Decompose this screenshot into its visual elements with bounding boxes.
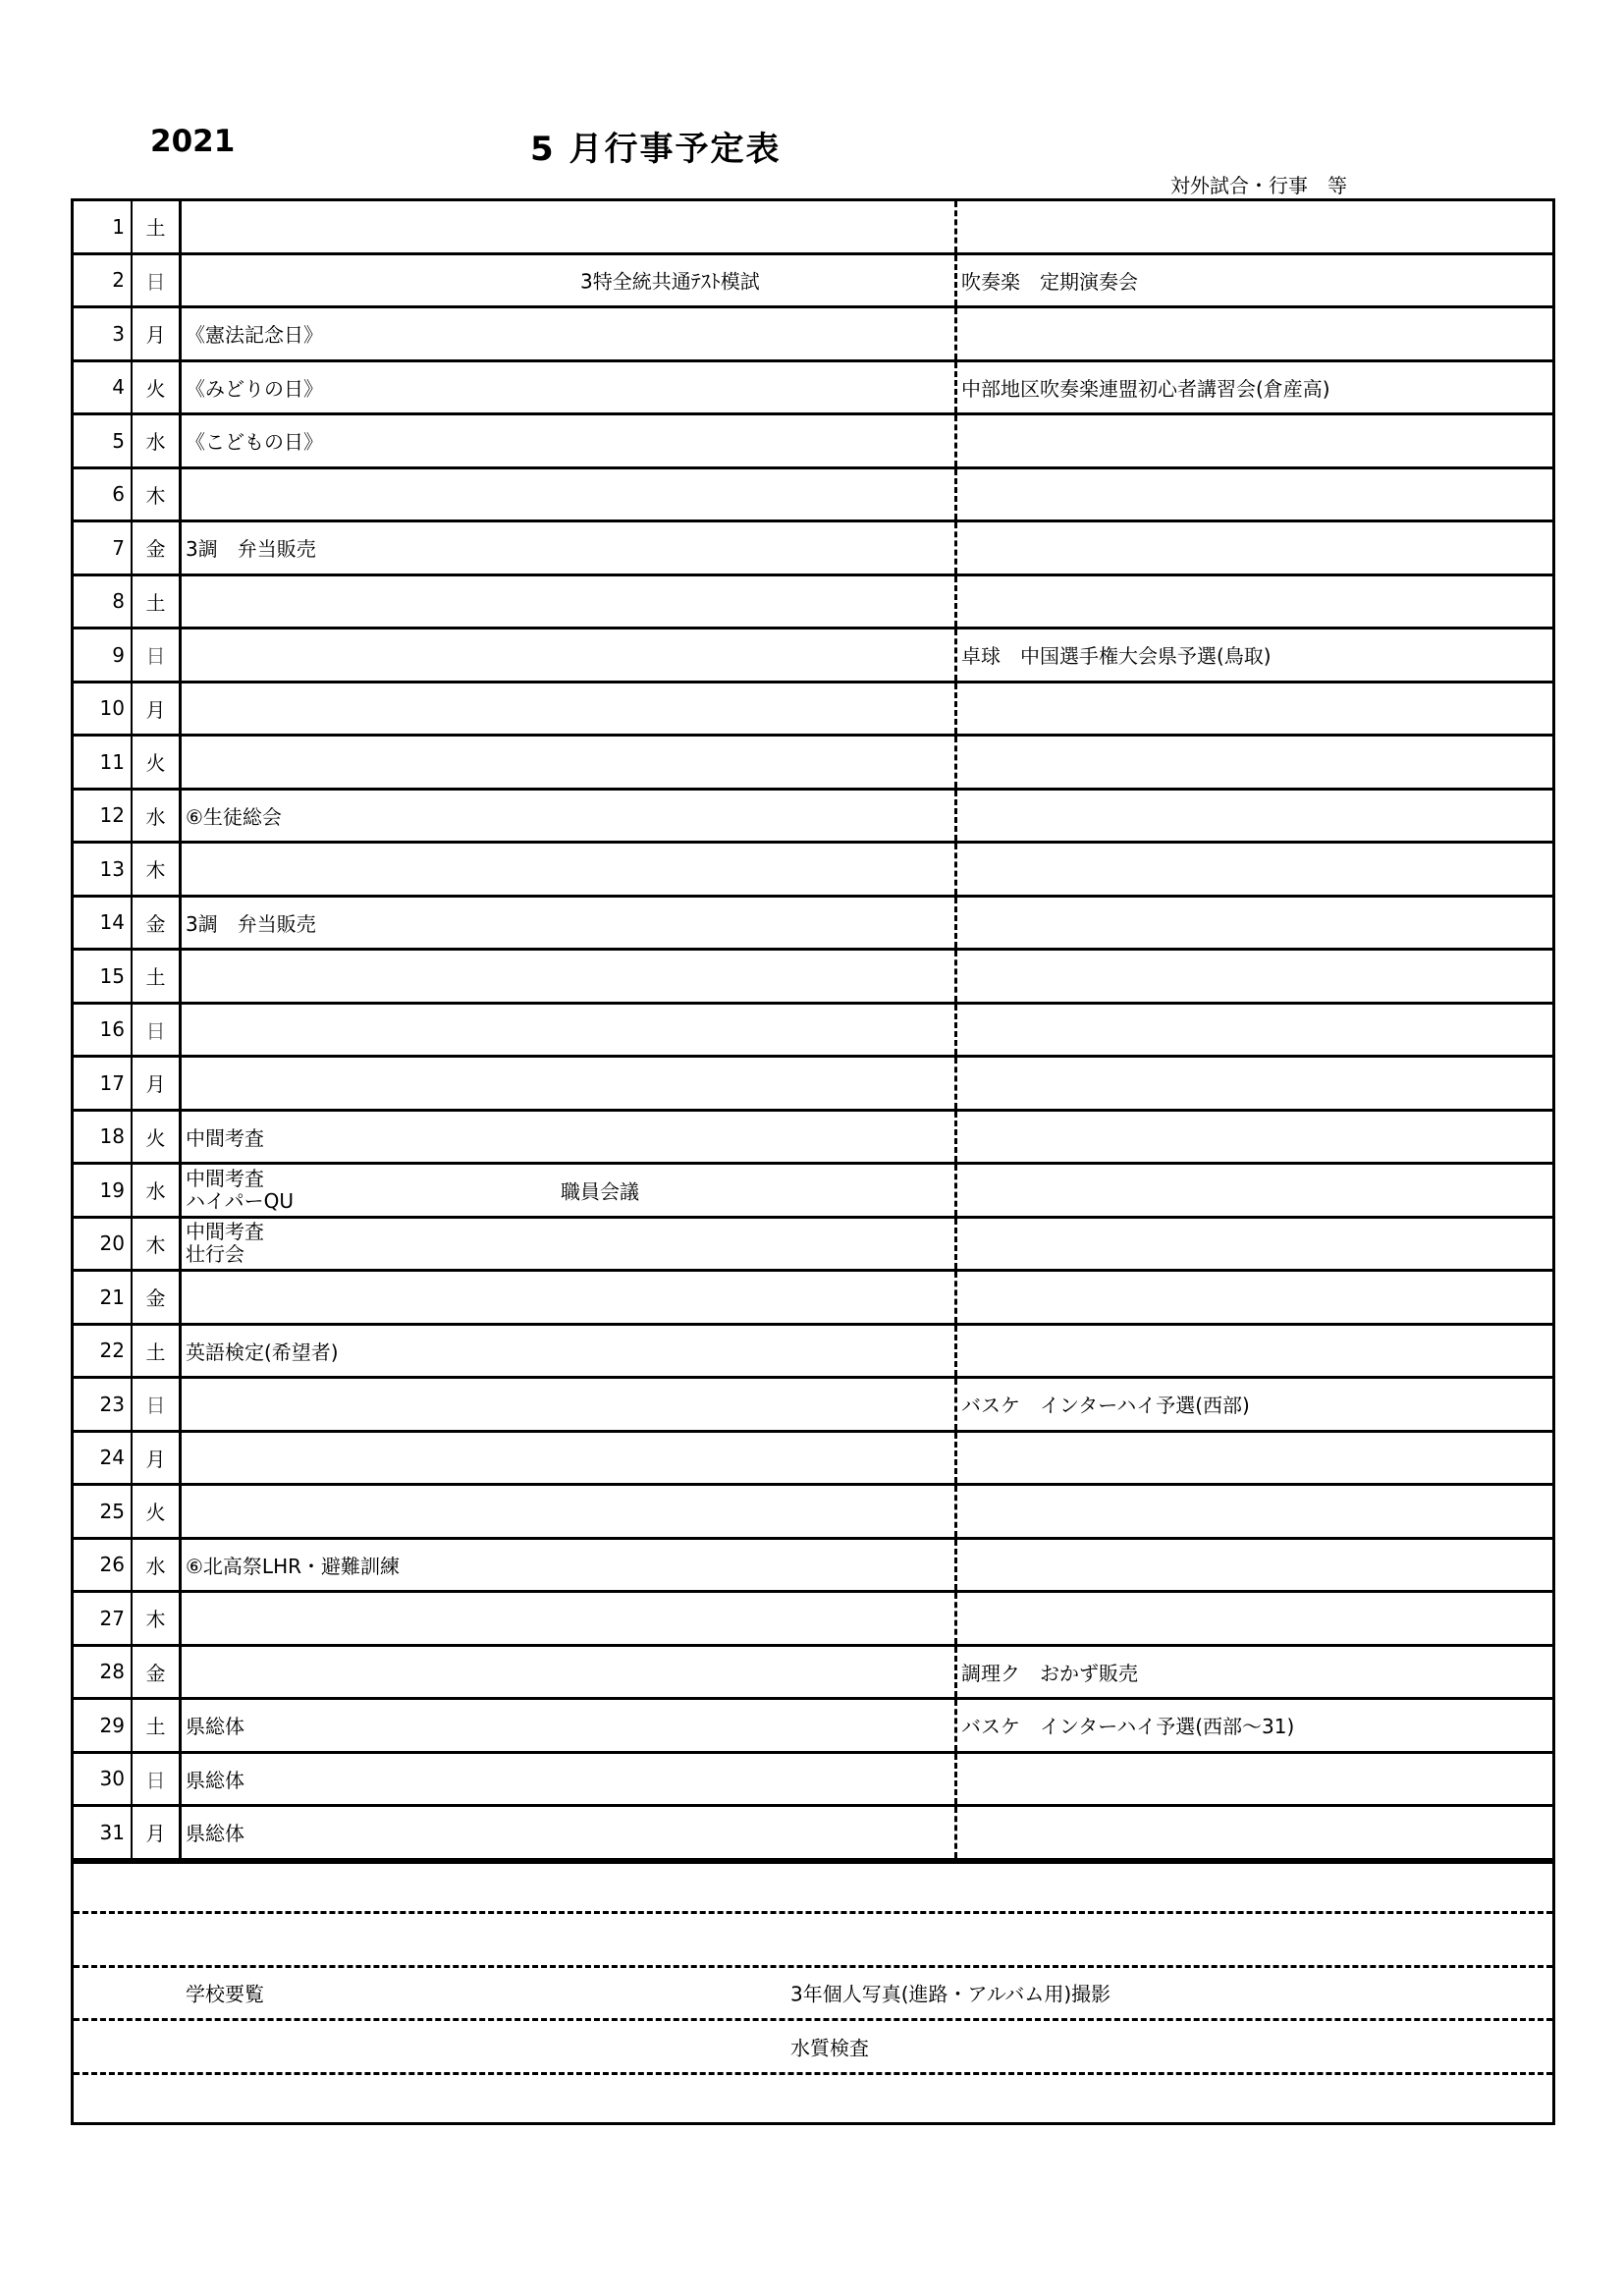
- weekday: 金: [133, 1272, 182, 1323]
- table-row: [74, 522, 1552, 576]
- event-text: ⑥北高祭LHR・避難訓練: [186, 1554, 401, 1578]
- table-row: [74, 791, 1552, 845]
- external-event-cell: [957, 1486, 1552, 1537]
- external-event-text: バスケ インターハイ予選(西部): [961, 1394, 1250, 1418]
- school-event-cell: [182, 1540, 957, 1591]
- weekday: 火: [133, 1112, 182, 1163]
- external-event-cell: [957, 1433, 1552, 1484]
- table-row: [74, 844, 1552, 898]
- day-number: 21: [74, 1272, 133, 1323]
- schedule-table: [71, 198, 1555, 2125]
- event-text: 3調 弁当販売: [186, 537, 316, 562]
- table-row: [74, 1165, 1552, 1219]
- school-event-cell: [182, 898, 957, 949]
- event-text: ⑥生徒総会: [186, 804, 282, 829]
- external-event-cell: [957, 415, 1552, 466]
- day-number: 29: [74, 1700, 133, 1751]
- event-text: 3調 弁当販売: [186, 911, 316, 936]
- day-number: 8: [74, 576, 133, 628]
- event-text: 《こどもの日》: [186, 430, 323, 455]
- external-event-cell: [957, 1005, 1552, 1056]
- external-event-cell: [957, 1647, 1552, 1698]
- external-event-cell: [957, 1379, 1552, 1430]
- external-event-cell: [957, 737, 1552, 788]
- day-number: 1: [74, 201, 133, 252]
- school-event-cell: [182, 362, 957, 413]
- external-event-cell: [957, 308, 1552, 359]
- page-title: 5 月行事予定表: [530, 130, 782, 169]
- table-row: [74, 1272, 1552, 1326]
- weekday: 水: [133, 1165, 182, 1216]
- note-right-text: 水質検査: [790, 2036, 869, 2060]
- weekday: 木: [133, 1593, 182, 1644]
- school-event-cell: [182, 629, 957, 681]
- day-number: 6: [74, 469, 133, 520]
- day-number: 5: [74, 415, 133, 466]
- external-event-cell: [957, 1700, 1552, 1751]
- table-row: [74, 683, 1552, 738]
- day-number: 20: [74, 1219, 133, 1270]
- event-text: 《みどりの日》: [186, 376, 323, 401]
- external-event-cell: [957, 1807, 1552, 1858]
- external-event-cell: [957, 576, 1552, 628]
- weekday: 水: [133, 1540, 182, 1591]
- weekday: 水: [133, 415, 182, 466]
- weekday: 水: [133, 791, 182, 842]
- school-event-cell: [182, 1593, 957, 1644]
- table-row: [74, 951, 1552, 1005]
- notes-row: [74, 2075, 1552, 2129]
- school-event-cell: [182, 1058, 957, 1109]
- weekday: 月: [133, 683, 182, 735]
- school-event-cell: [182, 1807, 957, 1858]
- day-number: 24: [74, 1433, 133, 1484]
- table-row: [74, 362, 1552, 416]
- table-row: [74, 576, 1552, 630]
- weekday: 土: [133, 576, 182, 628]
- external-event-cell: [957, 255, 1552, 306]
- external-event-cell: [957, 1540, 1552, 1591]
- external-event-cell: [957, 1272, 1552, 1323]
- school-event-cell: [182, 844, 957, 895]
- weekday: 月: [133, 1433, 182, 1484]
- day-number: 17: [74, 1058, 133, 1109]
- weekday: 日: [133, 255, 182, 306]
- school-event-cell: [182, 255, 957, 306]
- school-event-cell: [182, 522, 957, 574]
- day-number: 25: [74, 1486, 133, 1537]
- table-row: [74, 255, 1552, 309]
- centered-event-text: 3特全統共通ﾃｽﾄ模試: [580, 269, 760, 294]
- day-number: 28: [74, 1647, 133, 1698]
- notes-row: [74, 1914, 1552, 1968]
- weekday: 土: [133, 1326, 182, 1377]
- weekday: 金: [133, 898, 182, 949]
- school-event-cell: [182, 791, 957, 842]
- external-event-cell: [957, 362, 1552, 413]
- external-event-cell: [957, 683, 1552, 735]
- external-event-text: 中部地区吹奏楽連盟初心者講習会(倉産高): [961, 376, 1330, 401]
- school-event-cell: [182, 1219, 957, 1270]
- table-row: [74, 1058, 1552, 1112]
- day-number: 18: [74, 1112, 133, 1163]
- school-event-cell: [182, 1326, 957, 1377]
- event-text: 県総体: [186, 1715, 244, 1739]
- external-event-cell: [957, 1165, 1552, 1216]
- day-number: 2: [74, 255, 133, 306]
- external-event-cell: [957, 951, 1552, 1002]
- day-number: 7: [74, 522, 133, 574]
- centered-event-text: 職員会議: [561, 1179, 639, 1204]
- table-row: [74, 629, 1552, 683]
- external-event-cell: [957, 629, 1552, 681]
- external-event-cell: [957, 844, 1552, 895]
- external-event-cell: [957, 1593, 1552, 1644]
- weekday: 金: [133, 522, 182, 574]
- external-event-cell: [957, 1058, 1552, 1109]
- day-number: 16: [74, 1005, 133, 1056]
- school-event-cell: [182, 1272, 957, 1323]
- note-left-text: 学校要覧: [186, 1982, 264, 2006]
- event-text: 中間考査: [186, 1125, 264, 1150]
- day-number: 30: [74, 1754, 133, 1805]
- external-event-cell: [957, 1326, 1552, 1377]
- external-event-cell: [957, 898, 1552, 949]
- table-row: [74, 1647, 1552, 1701]
- day-number: 15: [74, 951, 133, 1002]
- day-number: 9: [74, 629, 133, 681]
- day-number: 3: [74, 308, 133, 359]
- table-row: [74, 1593, 1552, 1647]
- table-row: [74, 308, 1552, 362]
- event-text: 中間考査: [186, 1166, 264, 1190]
- external-event-text: 吹奏楽 定期演奏会: [961, 269, 1138, 294]
- event-text-2: 壮行会: [186, 1242, 244, 1267]
- weekday: 土: [133, 201, 182, 252]
- weekday: 土: [133, 1700, 182, 1751]
- table-row: [74, 1219, 1552, 1273]
- day-number: 11: [74, 737, 133, 788]
- table-row: [74, 1326, 1552, 1380]
- day-number: 26: [74, 1540, 133, 1591]
- day-number: 4: [74, 362, 133, 413]
- school-event-cell: [182, 1700, 957, 1751]
- table-row: [74, 1112, 1552, 1166]
- weekday: 金: [133, 1647, 182, 1698]
- table-row: [74, 1754, 1552, 1808]
- school-event-cell: [182, 201, 957, 252]
- school-event-cell: [182, 1112, 957, 1163]
- school-event-cell: [182, 1486, 957, 1537]
- external-event-text: 卓球 中国選手権大会県予選(鳥取): [961, 644, 1272, 669]
- notes-row: [74, 1861, 1552, 1915]
- weekday: 日: [133, 629, 182, 681]
- day-number: 27: [74, 1593, 133, 1644]
- school-event-cell: [182, 308, 957, 359]
- school-event-cell: [182, 415, 957, 466]
- weekday: 木: [133, 1219, 182, 1270]
- school-event-cell: [182, 1379, 957, 1430]
- event-text: 県総体: [186, 1822, 244, 1846]
- weekday: 日: [133, 1754, 182, 1805]
- weekday: 木: [133, 844, 182, 895]
- external-event-cell: [957, 1219, 1552, 1270]
- school-event-cell: [182, 737, 957, 788]
- column-subtitle: 対外試合・行事 等: [1170, 174, 1347, 197]
- event-text: 中間考査: [186, 1220, 264, 1244]
- event-text: 県総体: [186, 1768, 244, 1792]
- event-text: 《憲法記念日》: [186, 323, 323, 348]
- day-number: 22: [74, 1326, 133, 1377]
- weekday: 火: [133, 737, 182, 788]
- school-event-cell: [182, 1647, 957, 1698]
- table-row: [74, 1807, 1552, 1861]
- weekday: 月: [133, 308, 182, 359]
- external-event-text: 調理ク おかず販売: [961, 1661, 1138, 1685]
- weekday: 月: [133, 1058, 182, 1109]
- school-event-cell: [182, 683, 957, 735]
- school-event-cell: [182, 576, 957, 628]
- school-event-cell: [182, 951, 957, 1002]
- year-label: 2021: [150, 124, 236, 159]
- day-number: 13: [74, 844, 133, 895]
- external-event-cell: [957, 201, 1552, 252]
- external-event-text: バスケ インターハイ予選(西部～31): [961, 1715, 1295, 1739]
- weekday: 木: [133, 469, 182, 520]
- table-row: [74, 1540, 1552, 1594]
- school-event-cell: [182, 1005, 957, 1056]
- external-event-cell: [957, 1112, 1552, 1163]
- weekday: 火: [133, 362, 182, 413]
- table-row: [74, 415, 1552, 469]
- table-row: [74, 201, 1552, 255]
- weekday: 日: [133, 1005, 182, 1056]
- external-event-cell: [957, 469, 1552, 520]
- day-number: 10: [74, 683, 133, 735]
- table-row: [74, 1379, 1552, 1433]
- external-event-cell: [957, 1754, 1552, 1805]
- table-row: [74, 1486, 1552, 1540]
- school-event-cell: [182, 1433, 957, 1484]
- school-event-cell: [182, 1754, 957, 1805]
- school-event-cell: [182, 469, 957, 520]
- table-row: [74, 1005, 1552, 1059]
- day-number: 23: [74, 1379, 133, 1430]
- notes-row: [74, 2021, 1552, 2075]
- table-row: [74, 1700, 1552, 1754]
- day-number: 12: [74, 791, 133, 842]
- notes-row: [74, 1968, 1552, 2022]
- table-row: [74, 469, 1552, 523]
- day-number: 31: [74, 1807, 133, 1858]
- external-event-cell: [957, 791, 1552, 842]
- note-right-text: 3年個人写真(進路・アルバム用)撮影: [790, 1982, 1111, 2006]
- table-row: [74, 898, 1552, 952]
- external-event-cell: [957, 522, 1552, 574]
- event-text-2: ハイパーQU: [186, 1188, 294, 1213]
- event-text: 英語検定(希望者): [186, 1339, 339, 1364]
- weekday: 土: [133, 951, 182, 1002]
- weekday: 日: [133, 1379, 182, 1430]
- table-row: [74, 737, 1552, 791]
- day-number: 14: [74, 898, 133, 949]
- weekday: 火: [133, 1486, 182, 1537]
- weekday: 月: [133, 1807, 182, 1858]
- table-row: [74, 1433, 1552, 1487]
- day-number: 19: [74, 1165, 133, 1216]
